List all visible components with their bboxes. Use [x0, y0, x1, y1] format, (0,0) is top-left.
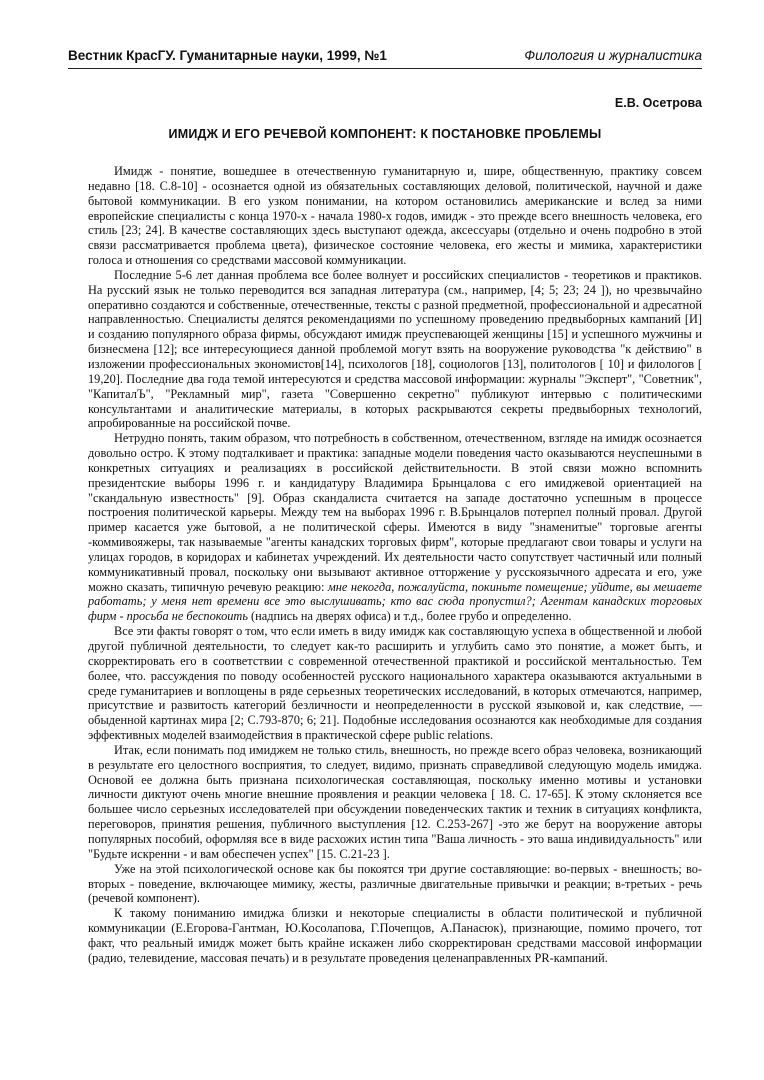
- paragraph: Последние 5-6 лет данная проблема все более волнует и российских специалистов - теоретиков и практиков. На русский язык не только переводится вся западная литература (см., например, [4; 5; 23; 24 ]), но чрезвычайно оперативно создаются и собственные, отечественные, тексты с разной предметной, профессиональной и адресатной направленностью. Специалисты делятся рекомендациями по успешному проведению предвыборных кампаний [И] и созданию популярного образа фирмы, обсуждают имидж преуспевающей женщины [15] и успешного мужчины и бизнесмена [12]; все интересующиеся данной проблемой могут взять на вооружение руководства "к действию" в изложении профессиональных экономистов[14], психологов [18], социологов [13], политологов [ 10] и филологов [ 19,20]. Последние два года темой интересуются и средства массовой информации: журналы "Эксперт", "Советник", "КапиталЪ", "Рекламный мир", газета "Совершенно секретно" публикуют интервью с политическими консультантами и аналитические материалы, в которых раскрываются секреты предвыборных технологий, апробированные на российской почве.: [88, 267, 702, 431]
- paragraph: Все эти факты говорят о том, что если иметь в виду имидж как составляющую успеха в общественной и любой другой публичной деятельности, то следует как-то расширить и углубить само это понятие, а может быть, и скорректировать его в соответствии с современной отечественной практикой и российской ментальностью. Тем более, что. рассуждения по поводу особенностей русского национального характера оказываются актуальными в среде гуманитариев и воплощены в ряде серьезных теоретических исследований, в которых отмечаются, например, присутствие и развитость категорий безличности и неопределенности в русской языковой и, как следствие, — обыденной картинах мира [2; С.793-870; 6; 21]. Подобные исследования осознаются как необходимые для создания эффективных моделей взаимодействия в практической сфере public relations.: [88, 624, 702, 743]
- paragraph: Уже на этой психологической основе как бы покоятся три другие составляющие: во-первых - внешность; во-вторых - поведение, включающее мимику, жесты, различные двигательные привычки и реакции; в-третьих - речь (речевой компонент).: [88, 861, 702, 906]
- italic-quote: мне некогда, пожалуйста, покиньте помещение; уйдите, вы мешаете работать; у меня нет времени все это выслушивать; кто вас сюда пропустил?; Агентам канадских торговых фирм - просьба не беспокоить: [88, 579, 702, 624]
- paragraph: Итак, если понимать под имиджем не только стиль, внешность, но прежде всего образ человека, возникающий в результате его целостного восприятия, то следует, видимо, признать справедливой следующую модель имиджа. Основой ее должна быть признана психологическая составляющая, поскольку именно мотивы и установки личности диктуют очень многие внешние проявления и реакции человека [ 18. С. 17-65]. К этому склоняется все большее число серьезных исследователей при обсуждении поведенческих тактик и техник в ситуациях конфликта, переговоров, принятия решения, публичного выступления [12. С.253-267] -это же берут на вооружение авторы популярных пособий, оформляя все в виде расхожих истин типа "Ваша личность - это ваша индивидуальность" или "Будьте искренни - и вам обеспечен успех" [15. С.21-23 ].: [88, 742, 702, 861]
- paragraph-text: Нетрудно понять, таким образом, что потребность в собственном, отечественном, взгляде на имидж осознается довольно остро. К этому подталкивает и практика: западные модели поведения часто оказываются неуспешными в конкретных ситуациях и реализациях в российской действительности. В этой связи можно вспомнить президентские выборы 1996 г. и кандидатуру Владимира Брынцалова с его имиджевой ориентацией на "скандальную известность" [9]. Образ скандалиста считается на западе достаточно успешным в процессе построения политической карьеры. Между тем на выборах 1996 г. В.Брынцалов потерпел полный провал. Другой пример касается уже бытовой, а не политической сферы. Имеются в виду "знаменитые" торговые агенты -коммивояжеры, так называемые "агенты канадских торговых фирм", которые предлагают свои товары и услуги на улицах городов, в коридорах и кабинетах учреждений. Их деятельности часто сопутствует частичный или полный коммуникативный провал, поскольку они вызывают активное отторжение у русскоязычного адресата и его, уже можно сказать, типичную речевую реакцию:: [88, 431, 702, 594]
- paragraph-text-tail: (надпись на дверях офиса) и т.д., более грубо и определенно.: [247, 609, 572, 624]
- article-body: [88, 164, 702, 966]
- paragraph: [88, 431, 702, 624]
- article-author: Е.В. Осетрова: [614, 96, 702, 110]
- paragraph: К такому пониманию имиджа близки и некоторые специалисты в области политической и публичной коммуникации (Е.Егорова-Гантман, Ю.Косолапова, Г.Почепцов, А.Панасюк), признающие, помимо прочего, тот факт, что реальный имидж может быть крайне искажен либо скорректирован средствами массовой информации (радио, телевидение, массовая печать) и в результате проведения целенаправленных PR-кампаний.: [88, 906, 702, 965]
- paragraph: Имидж - понятие, вошедшее в отечественную гуманитарную и, шире, общественную, практику совсем недавно [18. С.8-10] - осознается одной из обязательных составляющих деловой, политической, научной и даже бытовой коммуникации. В его узком понимании, на котором остановились американские и вслед за ними европейские специалисты с конца 1970-х - начала 1980-х годов, имидж - это прежде всего внешность человека, его стиль [23; 24]. В качестве составляющих здесь выступают одежда, аксессуары (отдельно и очень подробно в этой связи рассматривается проблема цвета), физическое состояние человека, его жесты и мимика, характеристики голоса и отношения со средствами массовой коммуникации.: [88, 164, 702, 268]
- running-header: [68, 44, 702, 69]
- article-title: ИМИДЖ И ЕГО РЕЧЕВОЙ КОМПОНЕНТ: К ПОСТАНОВКЕ ПРОБЛЕМЫ: [168, 127, 602, 141]
- journal-title: Вестник КрасГУ. Гуманитарные науки, 1999, №1: [68, 48, 387, 63]
- section-title: Филология и журналистика: [524, 48, 702, 63]
